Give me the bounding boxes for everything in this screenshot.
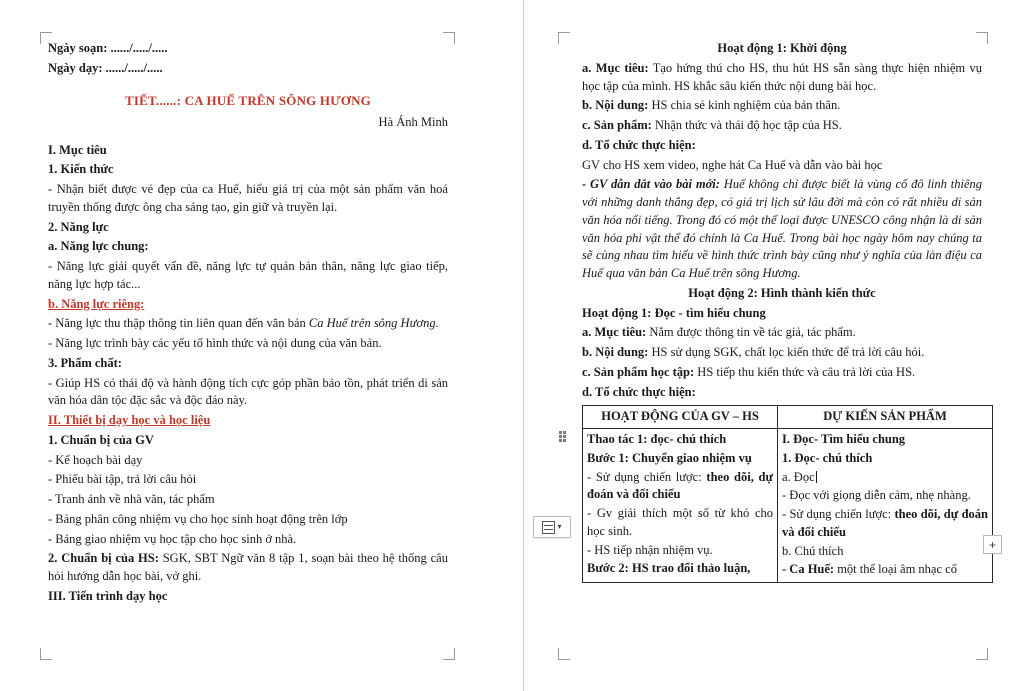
activity1-objective-label: a. Mục tiêu:: [582, 60, 649, 75]
anchor-dot: [563, 435, 566, 438]
left-cell-strategy-bold: theo dõi, dự đoán và đối chiếu: [587, 469, 773, 502]
activity1-objective: [582, 60, 982, 96]
table-header-row: [583, 406, 993, 429]
lesson-title: TIẾT......: CA HUẾ TRÊN SÔNG HƯƠNG: [124, 92, 371, 108]
table-body-row: [583, 429, 993, 583]
heading-objectives: I. Mục tiêu: [48, 142, 107, 157]
date-prepared-line: Ngày soạn: ....../...../.....: [48, 41, 168, 55]
right-cell-line-1: I. Đọc- Tìm hiểu chung: [782, 432, 906, 446]
teacher-prep-item-4: - Bảng phân công nhiệm vụ cho học sinh hoạt động trên lớp: [48, 511, 348, 526]
activity1-intro-paragraph: [582, 176, 982, 283]
paragraph-student-prep: [48, 550, 448, 586]
heading-competence: 2. Năng lực: [48, 219, 109, 234]
date-taught-line: Ngày dạy: ....../...../.....: [48, 60, 163, 75]
heading-sub-activity-1: Hoạt động 1: Đọc - tìm hiểu chung: [582, 305, 766, 320]
right-cell-cahue-label: - Ca Huế:: [782, 562, 835, 577]
right-cell-line-5: [782, 506, 988, 542]
paragraph-specific-competence-2: - Năng lực trình bày các yếu tố hình thức và nội dung của văn bản.: [48, 336, 382, 351]
activity1-product-text: Nhận thức và thái độ học tập của HS.: [651, 118, 842, 132]
heading-knowledge: 1. Kiến thức: [48, 162, 114, 177]
activity1-product: [582, 117, 982, 135]
text-cursor: [816, 471, 817, 483]
right-cell-cahue-text: một thể loại âm nhạc cổ: [834, 562, 957, 577]
sub1-objective-label: a. Mục tiêu:: [582, 325, 647, 340]
activity1-content: [582, 97, 982, 115]
crop-mark-bottom-right-2: [976, 648, 988, 660]
activity1-intro-label: - GV dẫn dắt vào bài mới:: [582, 177, 720, 192]
heading-teacher-prep: 1. Chuẩn bị của GV: [48, 432, 154, 447]
sub1-product: [582, 364, 982, 382]
sub1-objective: [582, 324, 982, 342]
activity1-organization-heading: d. Tổ chức thực hiện:: [582, 137, 696, 152]
insert-row-button[interactable]: +: [983, 535, 1002, 554]
lesson-author: Hà Ánh Minh: [378, 114, 448, 129]
right-cell-line-3: [782, 469, 988, 487]
heading-process: III. Tiến trình dạy học: [48, 588, 168, 603]
sub1-product-text: HS tiếp thu kiến thức và câu trả lời của HS.: [694, 364, 916, 379]
paragraph-general-competence: - Năng lực giải quyết vấn đề, năng lực tự quản bản thân, năng lực giao tiếp, năng lực hợp tác...: [48, 259, 448, 291]
crop-mark-bottom-left-2: [558, 648, 570, 660]
heading-activity-1: Hoạt động 1: Khởi động: [717, 41, 847, 55]
right-cell-line-2: 1. Đọc- chú thích: [782, 450, 873, 465]
teacher-prep-item-3: - Tranh ảnh về nhà văn, tác phẩm: [48, 492, 215, 507]
table-cell-activities[interactable]: [583, 429, 778, 583]
left-cell-line-2: Bước 1: Chuyển giao nhiệm vụ: [587, 450, 752, 465]
teacher-prep-item-2: - Phiếu bài tập, trả lời câu hỏi: [48, 472, 197, 487]
paragraph-qualities: - Giúp HS có thái độ và hành động tích cực góp phần bảo tồn, phát triển di sản văn hóa dân tộc đặc sắc và độc đáo này.: [48, 375, 448, 408]
page-right: [524, 0, 1034, 691]
heading-equipment: II. Thiết bị dạy học và học liệu: [48, 413, 211, 428]
anchor-dot: [559, 439, 562, 442]
activity1-intro-text: Huế không chỉ được biết là vùng cố đô linh thiêng với những danh thắng đẹp, có giá trị lịch sử lâu đời mà còn có rất nhiều di sản văn hóa nổi tiếng. Trong đó có một thể loại được UNESCO công nhận là di sản văn hóa phi vật thể đó chính là Ca Huế. Trong bài học ngày hôm nay chúng ta sẽ cùng nhau tìm hiểu về hình thức trình bày cũng như ý nghĩa của làn điệu ca Huế qua văn bản Ca Huế trên sông Hương.: [582, 177, 982, 280]
activity1-content-text: HS chia sẻ kinh nghiệm của bản thân.: [648, 98, 841, 113]
text-wrap-icon: [542, 521, 555, 534]
heading-activity-2: Hoạt động 2: Hình thành kiến thức: [688, 285, 876, 300]
left-cell-strategy-text: - Sử dụng chiến lược:: [587, 469, 707, 484]
specific-competence-title: Ca Huế trên sông Hương.: [308, 316, 439, 331]
layout-options-button[interactable]: [533, 516, 571, 538]
object-anchor-icon[interactable]: [558, 430, 567, 443]
student-prep-text: SGK, SBT Ngữ văn 8 tập 1, soạn bài theo hệ thống câu hỏi hướng dẫn học bài, vở ghi.: [48, 551, 448, 584]
anchor-dot: [559, 431, 562, 434]
sub1-product-label: c. Sản phẩm học tập:: [582, 364, 695, 379]
page-right-content[interactable]: [582, 40, 988, 583]
paragraph-knowledge: - Nhận biết được vẻ đẹp của ca Huế, hiểu giá trị của một sản phẩm văn hoá truyền thống được ông cha sáng tạo, gìn giữ và truyền lại.: [48, 182, 448, 214]
right-cell-line-4: - Đọc với giọng diễn cảm, nhẹ nhàng.: [782, 488, 971, 503]
heading-qualities: 3. Phẩm chất:: [48, 355, 122, 370]
anchor-dot: [563, 431, 566, 434]
paragraph-specific-competence-1: [48, 315, 448, 333]
crop-mark-bottom-left: [40, 648, 52, 660]
page-left-content[interactable]: [48, 40, 448, 608]
left-cell-line-4: - Gv giải thích một số từ khó cho học sinh.: [587, 506, 773, 538]
table-header-products: DỰ KIẾN SẢN PHẨM: [778, 406, 993, 429]
activity1-product-label: c. Sản phẩm:: [582, 118, 652, 132]
sub1-content: [582, 344, 982, 362]
right-cell-read-label: a. Đọc: [782, 469, 815, 484]
anchor-dot: [559, 435, 562, 438]
activity1-content-label: b. Nội dung:: [582, 98, 649, 113]
activity1-objective-text: Tạo hứng thú cho HS, thu hút HS sẵn sàng thực hiện nhiệm vụ học tập của mình. HS khắc sâu kiến thức nội dung bài học.: [582, 60, 982, 93]
heading-specific-competence: b. Năng lực riêng:: [48, 296, 145, 311]
anchor-dot: [563, 439, 566, 442]
activity1-organization-text: GV cho HS xem video, nghe hát Ca Huế và dẫn vào bài học: [582, 157, 883, 172]
teacher-prep-item-5: - Bảng giao nhiệm vụ học tập cho học sinh ở nhà.: [48, 531, 297, 546]
chevron-down-icon: ▾: [557, 522, 562, 531]
sub1-objective-text: Nắm được thông tin về tác giả, tác phẩm.: [646, 325, 856, 340]
left-cell-line-1: Thao tác 1: đọc- chú thích: [587, 432, 727, 446]
specific-competence-text: - Năng lực thu thập thông tin liên quan đến văn bản: [48, 316, 309, 331]
left-cell-line-3: [587, 469, 773, 505]
right-cell-strategy-bold: theo dõi, dự đoán và đối chiếu: [782, 507, 988, 539]
table-header-activities: HOẠT ĐỘNG CỦA GV – HS: [583, 406, 778, 429]
student-prep-label: 2. Chuẩn bị của HS:: [48, 551, 159, 566]
right-cell-line-7: [782, 561, 988, 579]
crop-mark-top-left-2: [558, 32, 570, 44]
sub1-organization-heading: d. Tổ chức thực hiện:: [582, 384, 696, 399]
table-cell-products[interactable]: [778, 429, 993, 583]
right-cell-line-6: b. Chú thích: [782, 543, 844, 558]
sub1-content-text: HS sử dụng SGK, chất lọc kiến thức để trả lời câu hỏi.: [648, 345, 925, 359]
right-cell-strategy-text: - Sử dụng chiến lược:: [782, 507, 895, 521]
lesson-plan-table[interactable]: [582, 405, 993, 583]
left-cell-line-6: Bước 2: HS trao đổi thảo luận,: [587, 561, 751, 576]
crop-mark-bottom-right: [443, 648, 455, 660]
teacher-prep-item-1: - Kế hoạch bài dạy: [48, 452, 143, 467]
heading-general-competence: a. Năng lực chung:: [48, 239, 149, 254]
sub1-content-label: b. Nội dung:: [582, 345, 649, 359]
left-cell-line-5: - HS tiếp nhận nhiệm vụ.: [587, 542, 713, 557]
